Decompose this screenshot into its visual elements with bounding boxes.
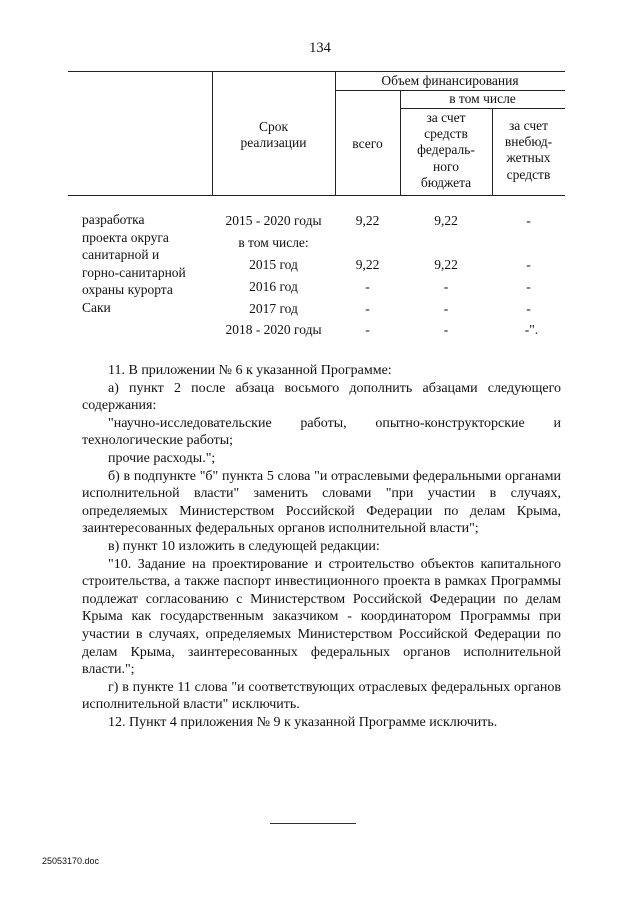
federal-cell: 9,22 bbox=[434, 257, 458, 272]
total-header: всего bbox=[352, 136, 383, 151]
separator-line bbox=[270, 823, 356, 824]
table-top-border bbox=[68, 71, 565, 72]
federal-header: за счет средств федераль- ного бюджета bbox=[417, 110, 475, 190]
total-cell: 9,22 bbox=[355, 213, 380, 228]
period-cell: 2016 год bbox=[249, 279, 298, 294]
extra-budget-header: за счет внебюд- жетных средств bbox=[504, 118, 553, 182]
document-file-id: 25053170.doc bbox=[42, 856, 100, 866]
extra-cell: -". bbox=[524, 322, 539, 337]
paragraph: прочие расходы."; bbox=[108, 450, 216, 466]
total-cell: 9,22 bbox=[355, 257, 380, 272]
including-header: в том числе bbox=[449, 91, 516, 106]
total-cell: - bbox=[365, 279, 370, 294]
extra-cell: - bbox=[526, 279, 531, 294]
federal-cell: - bbox=[443, 301, 449, 316]
including-header-border bbox=[400, 108, 565, 109]
period-cell: 2018 - 2020 годы bbox=[225, 322, 322, 337]
total-cell: - bbox=[365, 301, 370, 316]
paragraph: а) пункт 2 после абзаца восьмого дополнить абзацами следующего содержания: bbox=[82, 380, 561, 414]
paragraph: г) в пункте 11 слова "и соответствующих отраслевых федеральных органов исполнительной власти" исключить. bbox=[82, 679, 561, 713]
paragraph: 11. В приложении № 6 к указанной Программе: bbox=[108, 363, 392, 378]
period-cell: 2017 год bbox=[249, 301, 298, 316]
paragraph: "научно-исследовательские работы, опытно-конструкторские и технологические работы; bbox=[82, 415, 561, 449]
extra-cell: - bbox=[526, 257, 531, 272]
paragraph: б) в подпункте "б" пункта 5 слова "и отраслевыми федеральными органами исполнительной власти" заменить словами "при участии в случаях, определяемых Министерством Российской Федерации по делам Крыма, заинтересованных федеральных органов исполнительной власти"; bbox=[82, 468, 561, 537]
paragraph: "10. Задание на проектирование и строительство объектов капитального строительства, а также паспорт инвестиционного проекта в рамках Программы подлежат согласованию с Министерством Российской Федерации по делам Крыма как государственным заказчиком - координатором Программы при участии в случаях, определяемых Министерством Российской Федерации по делам Крыма, заинтересованных федеральных органов исполнительной власти."; bbox=[82, 556, 561, 678]
period-cell: в том числе: bbox=[238, 235, 309, 250]
page-number: 134 bbox=[309, 40, 331, 56]
federal-cell: - bbox=[443, 279, 449, 294]
period-cell: 2015 - 2020 годы bbox=[225, 213, 322, 228]
extra-cell: - bbox=[526, 213, 531, 228]
period-cell: 2015 год bbox=[249, 257, 298, 272]
paragraph: в) пункт 10 изложить в следующей редакции: bbox=[108, 538, 380, 554]
paragraph: 12. Пункт 4 приложения № 9 к указанной Программе исключить. bbox=[108, 714, 498, 730]
column-divider bbox=[335, 71, 336, 195]
header-bottom-border bbox=[68, 195, 565, 196]
federal-cell: 9,22 bbox=[434, 213, 458, 228]
amendment-text bbox=[82, 362, 561, 731]
federal-cell: - bbox=[443, 322, 449, 337]
total-cell: - bbox=[365, 322, 370, 337]
financing-table bbox=[0, 0, 640, 360]
term-header: Срок реализации bbox=[240, 119, 307, 151]
measure-description: разработка проекта округа санитарной и горно-санитарной охраны курорта Саки bbox=[82, 212, 186, 315]
funding-header: Объем финансирования bbox=[381, 73, 519, 88]
extra-cell: - bbox=[526, 301, 531, 316]
